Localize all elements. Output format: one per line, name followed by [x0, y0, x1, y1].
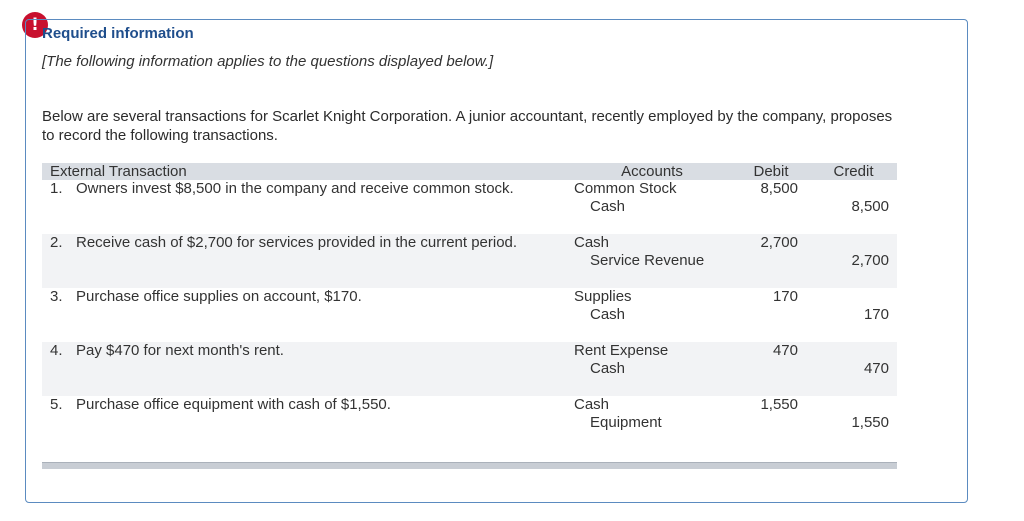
debit-account: Cash [574, 234, 610, 251]
transaction-cell [42, 234, 572, 288]
section-title: Required information [42, 25, 194, 42]
transaction-cell [42, 396, 572, 450]
accounts-cell [572, 234, 732, 288]
debit-account: Supplies [574, 288, 632, 305]
debit-amount: 2,700 [760, 234, 798, 251]
transaction-number: 4. [50, 342, 63, 359]
debit-cell [732, 396, 810, 450]
credit-cell [810, 342, 897, 396]
intro-text: Below are several transactions for Scarlet Knight Corporation. A junior accountant, recently employed by the company, proposes to record the following transactions. [42, 108, 893, 144]
credit-amount: 2,700 [851, 252, 889, 269]
alert-icon: ! [22, 12, 48, 38]
accounts-cell [572, 342, 732, 396]
credit-cell [810, 180, 897, 234]
credit-cell [810, 288, 897, 342]
transaction-cell [42, 342, 572, 396]
credit-account: Cash [590, 306, 626, 323]
transaction-cell [42, 180, 572, 234]
transactions-table [42, 163, 897, 450]
transaction-text: Receive cash of $2,700 for services provided in the current period. [76, 234, 518, 251]
table-row [42, 288, 897, 342]
debit-cell [732, 342, 810, 396]
transaction-number: 1. [50, 180, 63, 197]
debit-account: Rent Expense [574, 342, 669, 359]
accounts-cell [572, 180, 732, 234]
credit-cell [810, 396, 897, 450]
debit-amount: 1,550 [760, 396, 798, 413]
debit-amount: 170 [772, 288, 798, 305]
header-debit: Debit [732, 163, 810, 180]
transaction-cell [42, 288, 572, 342]
table-row [42, 342, 897, 396]
debit-account: Common Stock [574, 180, 677, 197]
transaction-text: Owners invest $8,500 in the company and receive common stock. [76, 180, 514, 197]
credit-amount: 1,550 [851, 414, 889, 431]
header-transaction: External Transaction [42, 163, 572, 180]
transaction-text: Purchase office equipment with cash of $1,550. [76, 396, 391, 413]
table-row [42, 180, 897, 234]
section-note: [The following information applies to the questions displayed below.] [42, 53, 494, 70]
credit-amount: 470 [863, 360, 889, 377]
credit-amount: 8,500 [851, 198, 889, 215]
accounts-cell [572, 396, 732, 450]
transaction-number: 2. [50, 234, 63, 251]
table-row [42, 234, 897, 288]
credit-cell [810, 234, 897, 288]
table-header-row [42, 163, 897, 180]
debit-account: Cash [574, 396, 610, 413]
header-accounts: Accounts [572, 163, 732, 180]
debit-amount: 470 [772, 342, 798, 359]
credit-account: Cash [590, 360, 626, 377]
accounts-cell [572, 288, 732, 342]
debit-cell [732, 288, 810, 342]
header-credit: Credit [810, 163, 897, 180]
debit-amount: 8,500 [760, 180, 798, 197]
horizontal-scrollbar[interactable] [42, 462, 897, 469]
transaction-text: Purchase office supplies on account, $170. [76, 288, 362, 305]
debit-cell [732, 234, 810, 288]
table-row [42, 396, 897, 450]
credit-account: Service Revenue [590, 252, 705, 269]
credit-account: Cash [590, 198, 626, 215]
transaction-number: 5. [50, 396, 63, 413]
transaction-text: Pay $470 for next month's rent. [76, 342, 284, 359]
credit-account: Equipment [590, 414, 662, 431]
transaction-number: 3. [50, 288, 63, 305]
debit-cell [732, 180, 810, 234]
credit-amount: 170 [863, 306, 889, 323]
